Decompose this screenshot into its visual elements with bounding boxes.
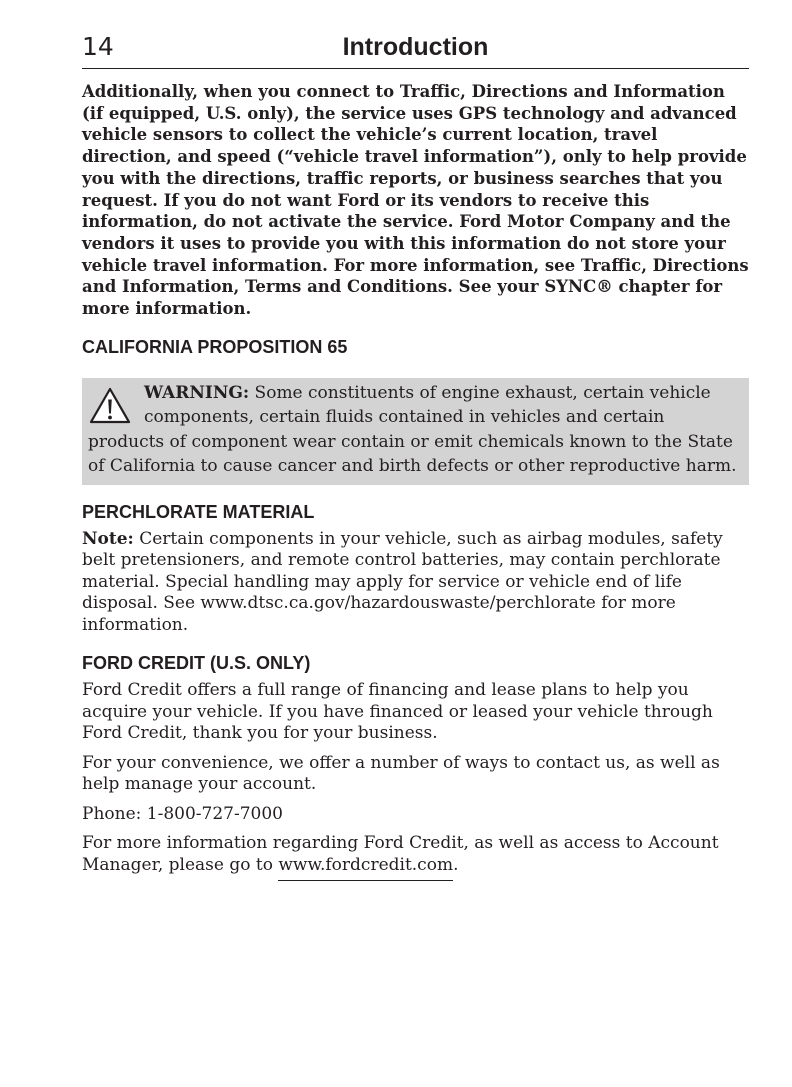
paragraph-4-prefix: For more information regarding Ford Credit, as well as access to Account Manager, please go to bbox=[82, 833, 719, 875]
perchlorate-heading: PERCHLORATE MATERIAL bbox=[82, 501, 315, 522]
california-heading: CALIFORNIA PROPOSITION 65 bbox=[82, 336, 348, 357]
intro-paragraph: Additionally, when you connect to Traffic, Directions and Information (if equipped, U.S. only), the service uses GPS technology and advanced vehicle sensors to collect the vehicle’s current location, travel direction, and speed (“vehicle travel information”), only to help provide you with the directions, traffic reports, or business searches that you request. If you do not want Ford or its vendors to receive this information, do not activate the service. Ford Motor Company and the vendors it uses to provide you with this information do not store your vehicle travel information. For more information, see Traffic, Directions and Information, Terms and Conditions. See your SYNC® chapter for more information. bbox=[82, 82, 749, 319]
page-number: 14 bbox=[82, 32, 114, 61]
warning-triangle-icon bbox=[88, 386, 132, 426]
ford-credit-paragraph-1: Ford Credit offers a full range of financing and lease plans to help you acquire your vehicle. If you have financed or leased your vehicle through Ford Credit, thank you for your business. bbox=[82, 680, 713, 744]
ford-credit-phone: Phone: 1-800-727-7000 bbox=[82, 803, 283, 824]
page-title: Introduction bbox=[342, 33, 489, 61]
ford-credit-heading: FORD CREDIT (U.S. ONLY) bbox=[82, 653, 311, 674]
ford-credit-paragraph-4 bbox=[82, 833, 749, 876]
manual-page bbox=[82, 30, 749, 876]
paragraph-4-suffix: . bbox=[453, 854, 459, 875]
page-header bbox=[82, 30, 749, 69]
warning-label: WARNING: bbox=[144, 382, 250, 403]
perchlorate-note bbox=[82, 529, 749, 637]
ford-credit-link[interactable]: www.fordcredit.com bbox=[278, 855, 453, 881]
ford-credit-paragraph-2: For your convenience, we offer a number of ways to contact us, as well as help manage your account. bbox=[82, 752, 720, 795]
note-label: Note: bbox=[82, 528, 134, 549]
warning-box bbox=[82, 378, 749, 485]
warning-text: Some constituents of engine exhaust, certain vehicle components, certain fluids contained in vehicles and certain products of component wear contain or emit chemicals known to the State of California to cause cancer and birth defects or other reproductive harm. bbox=[88, 382, 737, 477]
note-text: Certain components in your vehicle, such as airbag modules, safety belt pretensioners, and remote control batteries, may contain perchlorate material. Special handling may apply for service or vehicle end of life disposal. See www.dtsc.ca.gov/hazardouswaste/perchlorate for more information. bbox=[82, 528, 723, 635]
